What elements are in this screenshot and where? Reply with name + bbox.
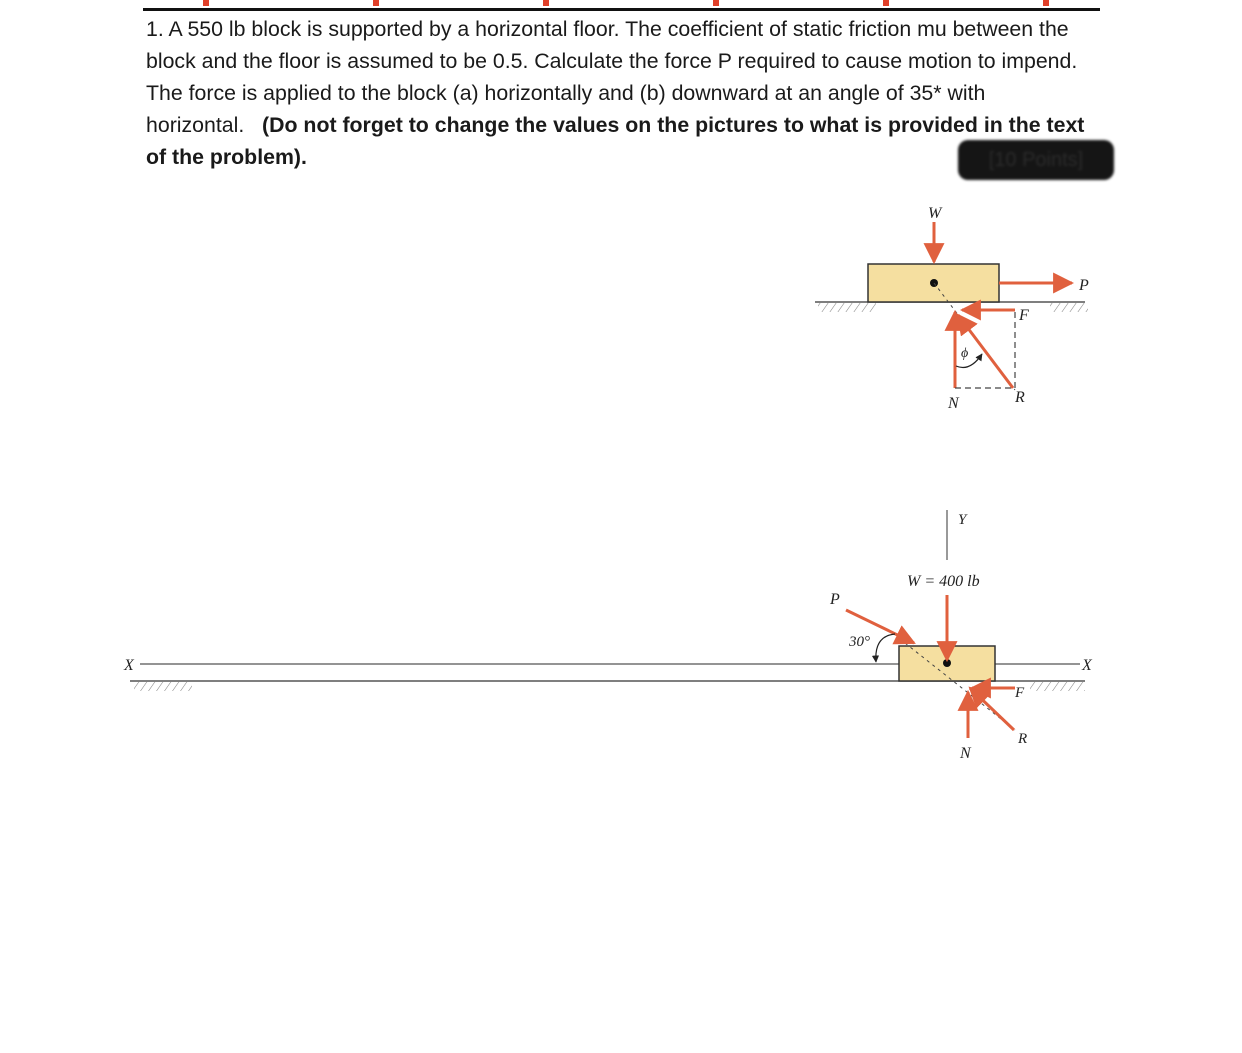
problem-text: A 550 lb block is supported by a horizontal floor. The coefficient of static friction mu between the block and the floor is assumed to be 0.5. Calculate the force P required to cause motion to impend. The force is applied to the block (a) horizontally and (b) downward at an angle of 35* with horizontal. bbox=[146, 17, 1078, 137]
block-b-center bbox=[943, 659, 951, 667]
x-axis-right-label-b: X bbox=[1082, 657, 1092, 674]
friction-label-a: F bbox=[1019, 307, 1029, 324]
x-axis-left-label-b: X bbox=[124, 657, 134, 674]
y-axis-label-b: Y bbox=[958, 512, 967, 528]
p-label-a: P bbox=[1079, 277, 1089, 294]
angle-arc-b bbox=[876, 634, 895, 662]
weight-label-a: W bbox=[928, 205, 942, 222]
points-label: [10 Points] bbox=[988, 149, 1084, 171]
normal-label-a: N bbox=[948, 395, 959, 412]
friction-label-b: F bbox=[1015, 685, 1025, 701]
ground-b bbox=[130, 681, 1085, 691]
normal-label-b: N bbox=[960, 745, 971, 762]
problem-number: 1. bbox=[146, 17, 164, 41]
resultant-arrow-b bbox=[970, 688, 1014, 730]
weight-label-b: W = 400 lb bbox=[907, 573, 980, 590]
phi-label-a: ϕ bbox=[961, 346, 969, 361]
problem-bold-note: (Do not forget to change the values on the pictures to what is provided in the text of the problem). bbox=[146, 113, 1085, 169]
p-label-b: P bbox=[830, 591, 840, 608]
resultant-label-b: R bbox=[1018, 731, 1028, 747]
resultant-label-a: R bbox=[1015, 389, 1025, 406]
angle-label-b: 30° bbox=[849, 634, 870, 650]
